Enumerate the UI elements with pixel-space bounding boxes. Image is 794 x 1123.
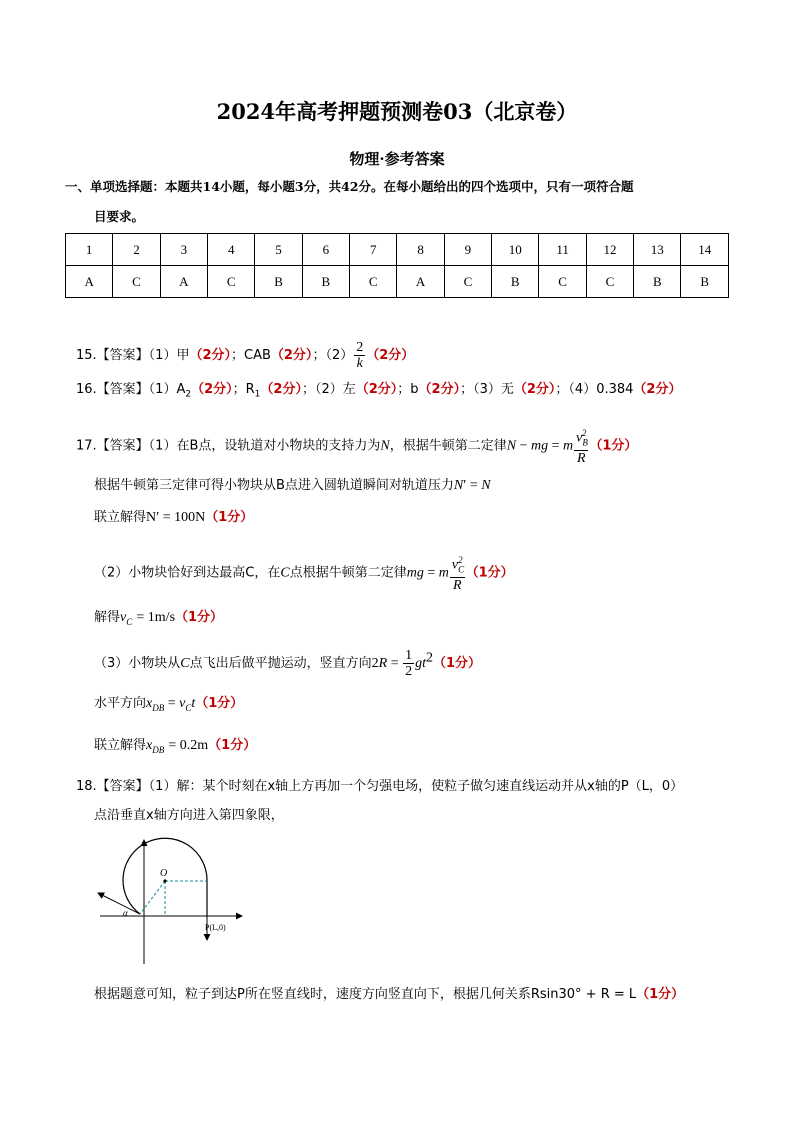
table-cell-number: 4 bbox=[208, 234, 255, 266]
page-title: 2024年高考押题预测卷03（北京卷） bbox=[216, 99, 578, 124]
answer-table bbox=[65, 233, 729, 298]
table-cell-answer: C bbox=[208, 266, 255, 298]
q16-part2: ；R bbox=[232, 382, 255, 397]
table-cell-answer: A bbox=[397, 266, 444, 298]
q15-mid2: ；（2） bbox=[312, 348, 354, 363]
page-subtitle: 物理·参考答案 bbox=[349, 150, 445, 168]
q17-score-5: （1分） bbox=[433, 656, 482, 671]
q17-line2: 根据牛顿第三定律可得小物块从B点进入圆轨道瞬间对轨道压力N′ = N bbox=[94, 478, 491, 493]
table-cell-number: 1 bbox=[66, 234, 113, 266]
label-p: P(L,0) bbox=[205, 923, 226, 932]
q16-score-1: （2分） bbox=[191, 382, 233, 397]
q16-part4: ；b bbox=[397, 382, 419, 397]
q17-line3-text: 联立解得 bbox=[94, 510, 147, 525]
q17-line6-text: （3）小物块从 bbox=[94, 656, 181, 671]
answer-table-answer-row bbox=[66, 266, 729, 298]
q17-line6b-text: 点飞出后做平抛运动，竖直方向 bbox=[189, 656, 372, 671]
q15-score-3: （2分） bbox=[366, 348, 415, 363]
center-point bbox=[163, 879, 166, 882]
q17-line5: 解得$v_C = 1m/s(1$分） bbox=[94, 610, 224, 627]
table-cell-answer: B bbox=[255, 266, 302, 298]
incoming-velocity-arrow bbox=[98, 893, 140, 914]
table-cell-answer: A bbox=[66, 266, 113, 298]
section-heading-line2: 目要求。 bbox=[94, 209, 145, 224]
q18-score: （1分） bbox=[636, 987, 685, 1002]
q16-answer bbox=[76, 378, 681, 400]
table-cell-number: 10 bbox=[492, 234, 539, 266]
q17-line4b-text: 点根据牛顿第二定律 bbox=[289, 565, 407, 581]
q15-score-2: （2分） bbox=[270, 348, 313, 363]
q17-line1b-text: ，根据牛顿第二定律 bbox=[389, 438, 507, 454]
q17-eq1-fraction: $\frac{v_B^2}{R}$ bbox=[576, 428, 588, 467]
q16-part5: ；（3）无 bbox=[460, 382, 514, 397]
table-cell-number: 8 bbox=[397, 234, 444, 266]
table-cell-answer: C bbox=[113, 266, 160, 298]
q17-line8-value: = 0.2m bbox=[168, 738, 209, 753]
q16-sub-a: 2 bbox=[185, 389, 192, 400]
table-cell-number: 6 bbox=[302, 234, 349, 266]
table-cell-number: 2 bbox=[113, 234, 160, 266]
q15-mid: ；CAB bbox=[231, 348, 271, 363]
table-cell-answer: A bbox=[160, 266, 207, 298]
q17-line5-value: = 1m/s bbox=[136, 610, 176, 625]
table-cell-answer: C bbox=[350, 266, 397, 298]
table-cell-answer: C bbox=[539, 266, 586, 298]
q16-score-2: （2分） bbox=[260, 382, 302, 397]
q18-geometry-figure bbox=[90, 836, 250, 971]
table-cell-number: 14 bbox=[681, 234, 729, 266]
q18-line2: 点沿垂直x轴方向进入第四象限， bbox=[94, 808, 284, 823]
q16-score-5: （2分） bbox=[513, 382, 556, 397]
q17-line7: 水平方向$x_{DB} = v_Ct(1$分） bbox=[94, 696, 244, 713]
q17-score-4: （1分） bbox=[175, 610, 224, 625]
table-cell-answer: B bbox=[681, 266, 729, 298]
table-cell-number: 11 bbox=[539, 234, 586, 266]
q17-eq2-fraction: $\frac{v_C^2}{R}$ bbox=[451, 555, 465, 594]
q15-frac-den: k bbox=[356, 356, 363, 371]
q17-line1-text: 17.【答案】（1）在B点，设轨道对小物块的支持力为 bbox=[76, 438, 381, 454]
table-cell-answer: B bbox=[634, 266, 681, 298]
q17-line4-text: （2）小物块恰好到达最高C，在 bbox=[94, 565, 281, 581]
q17-line8: 联立解得$x_{DB} = 0.2m(1$分） bbox=[94, 738, 257, 755]
q15-prefix: 15.【答案】（1）甲 bbox=[76, 348, 190, 363]
q15-score-1: （2分） bbox=[189, 348, 231, 363]
q17-line5-text: 解得 bbox=[94, 610, 121, 625]
q15-fraction bbox=[354, 340, 365, 371]
q17-line3-value: N′ = 100N bbox=[146, 510, 206, 525]
q16-score-6: （2分） bbox=[633, 382, 682, 397]
table-cell-number: 7 bbox=[350, 234, 397, 266]
table-cell-answer: C bbox=[586, 266, 633, 298]
q17-line8-text: 联立解得 bbox=[94, 738, 147, 753]
q17-line6: （3）小物块从C点飞出后做平抛运动，竖直方向2R = $\frac{1}{2}$ $gt^2(1$分） bbox=[94, 648, 482, 679]
table-cell-number: 13 bbox=[634, 234, 681, 266]
label-o: O bbox=[160, 868, 168, 879]
table-cell-number: 5 bbox=[255, 234, 302, 266]
table-cell-number: 12 bbox=[586, 234, 633, 266]
q17-line2-text: 根据牛顿第三定律可得小物块从B点进入圆轨道瞬间对轨道压力 bbox=[94, 478, 454, 493]
q17-line1: 17.【答案】（1）在B点，设轨道对小物块的支持力为N，根据牛顿第二定律N − mg = m $\frac{v_B^2}{R}$ （1分） bbox=[76, 428, 638, 467]
q17-score-7: （1分） bbox=[208, 738, 257, 753]
q16-score-3: （2分） bbox=[355, 382, 398, 397]
table-cell-answer: B bbox=[492, 266, 539, 298]
q18-line3-text: 根据题意可知，粒子到达P所在竖直线时，速度方向竖直向下，根据几何关系Rsin30° + R = L bbox=[94, 987, 637, 1002]
q17-eq3-fraction: $\frac{1}{2}$ bbox=[405, 648, 413, 679]
table-cell-number: 3 bbox=[160, 234, 207, 266]
q15-answer bbox=[76, 340, 414, 371]
label-alpha: α bbox=[123, 908, 128, 918]
table-cell-number: 9 bbox=[444, 234, 491, 266]
q16-part6: ；（4）0.384 bbox=[555, 382, 634, 397]
answer-table-number-row bbox=[66, 234, 729, 266]
q16-score-4: （2分） bbox=[418, 382, 461, 397]
q17-score-2: （1分） bbox=[205, 510, 254, 525]
q16-part3: ；（2）左 bbox=[301, 382, 356, 397]
q15-frac-num: 2 bbox=[356, 340, 364, 355]
q17-score-6: （1分） bbox=[195, 696, 244, 711]
q17-line4: （2）小物块恰好到达最高C，在C点根据牛顿第二定律mg = m $\frac{v_C^2}{R}$ （1分） bbox=[94, 555, 514, 594]
table-cell-answer: C bbox=[444, 266, 491, 298]
table-cell-answer: B bbox=[302, 266, 349, 298]
section-heading-line1: 一、单项选择题：本题共14小题，每小题3分，共42分。在每小题给出的四个选项中，只有一项符合题 bbox=[65, 179, 634, 194]
q18-line1: 18.【答案】（1）解：某个时刻在x轴上方再加一个匀强电场，使粒子做匀速直线运动并从x轴的P（L，0） bbox=[76, 779, 684, 794]
q17-line3 bbox=[94, 506, 253, 526]
q17-line7-text: 水平方向 bbox=[94, 696, 147, 711]
q17-score-1: （1分） bbox=[589, 438, 638, 454]
q18-line3 bbox=[94, 983, 684, 1002]
q16-sub-r: 1 bbox=[254, 389, 261, 400]
q16-prefix: 16.【答案】（1）A bbox=[76, 382, 186, 397]
q17-score-3: （1分） bbox=[465, 565, 514, 581]
